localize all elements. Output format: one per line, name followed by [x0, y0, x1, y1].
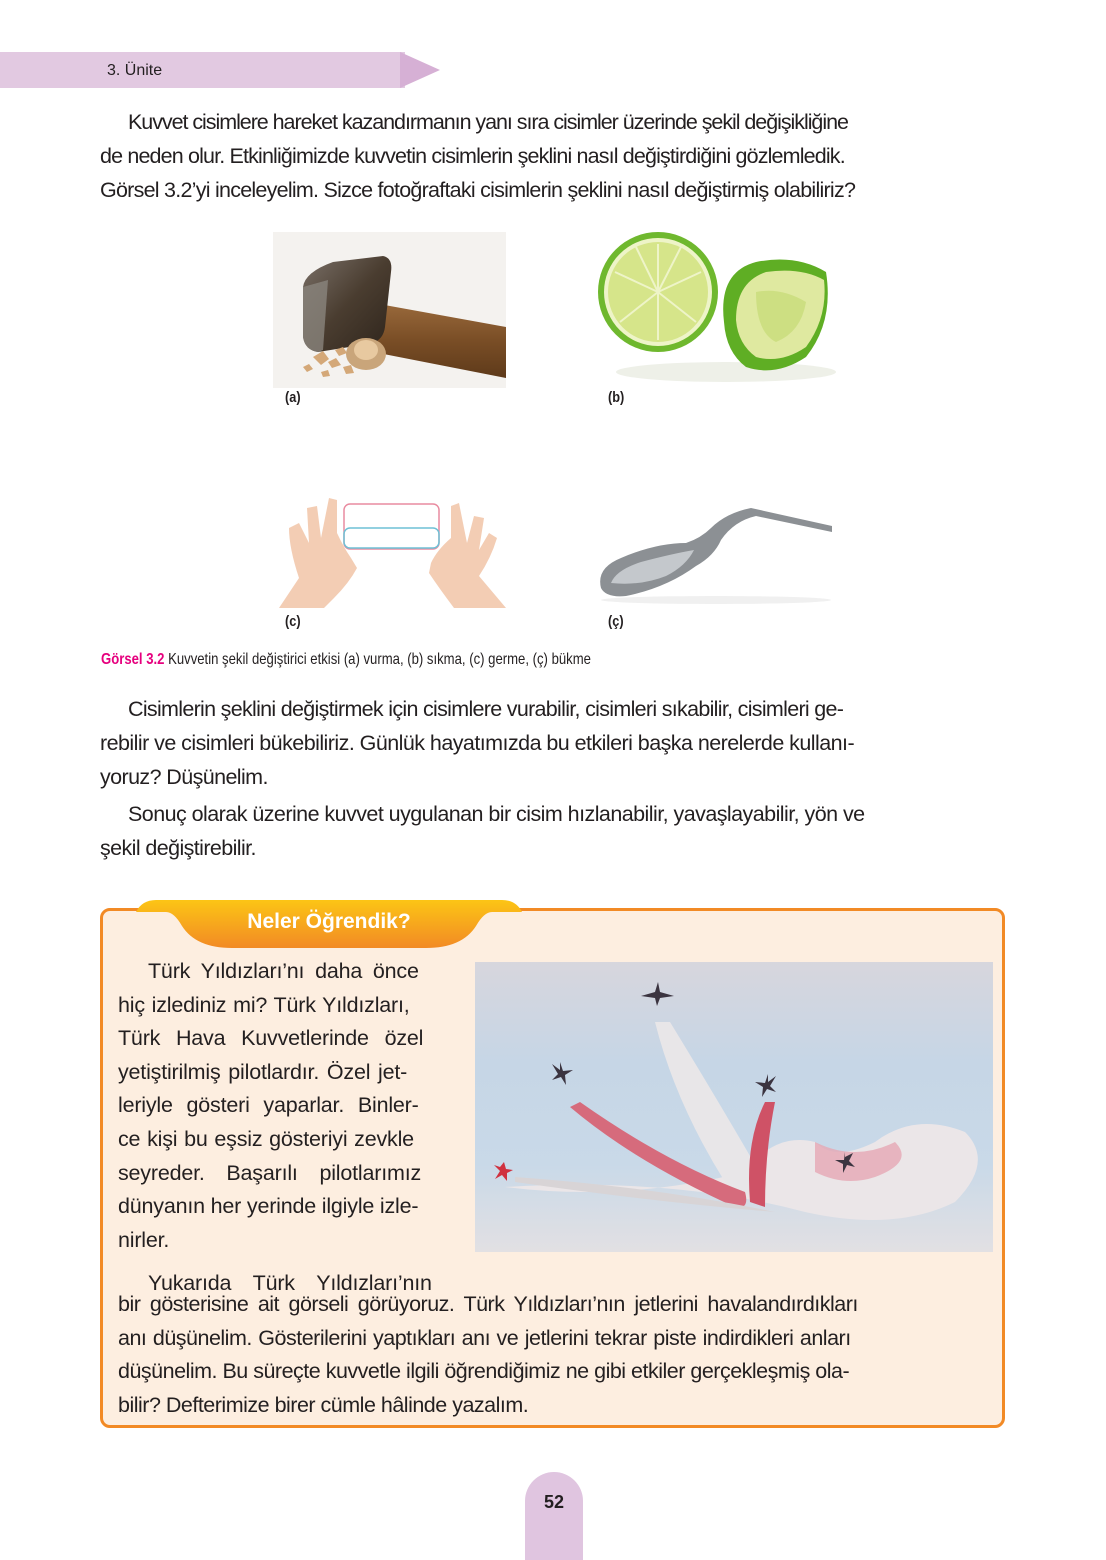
hands-rubber-band-icon [279, 488, 506, 608]
body2-line-1: Sonuç olarak üzerine kuvvet uygulanan bir cisim hızlanabilir, yavaşlayabilir, yön ve [128, 802, 865, 826]
hammer-icon [273, 232, 506, 388]
box-full-line-2: anı düşünelim. Gösterilerini yaptıkları anı ve jetlerini tekrar piste indirdikleri anları [118, 1325, 851, 1350]
figure-b-lime-image [596, 232, 836, 392]
body1-line-2: rebilir ve cisimleri bükebiliriz. Günlük hayatımızda bu etkileri başka nerelerde kullanı- [100, 731, 855, 755]
body-paragraph-2 [100, 797, 1006, 865]
figure-a-label: (a) [285, 389, 301, 406]
figure-b-label: (b) [608, 389, 625, 406]
figure-cc-spoon-image [596, 488, 832, 608]
box-line-7: seyreder. Başarılı pilotlarımız [118, 1160, 422, 1185]
learned-box-title: Neler Öğrendik? [247, 910, 411, 933]
learned-box-tab [136, 898, 522, 950]
page-number: 52 [543, 1492, 565, 1512]
turkish-stars-image [475, 962, 993, 1252]
box-line-1: Türk Yıldızları’nı daha önce [148, 959, 419, 983]
body-paragraph-1 [100, 692, 1006, 794]
unit-banner-arrow [400, 52, 440, 88]
box-line-2: hiç izlediniz mi? Türk Yıldızları, [118, 992, 410, 1017]
intro-line-1: Kuvvet cisimlere hareket kazandırmanın yanı sıra cisimler üzerinde şekil değişikliğine [128, 110, 848, 134]
figure-c-rubber-band-image [279, 488, 506, 608]
intro-paragraph [100, 105, 1006, 207]
box-full-line-4: bilir? Defterimize birer cümle hâlinde yazalım. [118, 1392, 529, 1417]
figure-a-hammer-image [273, 232, 506, 388]
box-full-line-1: bir gösterisine ait görseli görüyoruz. Türk Yıldızları’nın jetlerini havalandırdıkları [118, 1292, 858, 1316]
box-line-9: nirler. [118, 1227, 170, 1252]
intro-line-3: Görsel 3.2’yi inceleyelim. Sizce fotoğraftaki cisimlerin şeklini nasıl değiştirmiş olabiliriz? [100, 178, 856, 202]
unit-banner-bar [0, 52, 405, 88]
lime-icon [596, 232, 836, 392]
intro-line-2: de neden olur. Etkinliğimizde kuvvetin cisimlerin şeklini nasıl değiştirdiğini gözlemledik. [100, 144, 845, 168]
figure-cc-label: (ç) [608, 613, 624, 630]
box-line-5: leriyle gösteri yaparlar. Binler- [118, 1093, 419, 1118]
spoon-icon [596, 488, 832, 608]
figure-caption [101, 651, 591, 669]
body2-line-2: şekil değiştirebilir. [100, 836, 256, 860]
box-line-6: ce kişi bu eşsiz gösteriyi zevkle [118, 1126, 414, 1151]
caption-text: Kuvvetin şekil değiştirici etkisi (a) vurma, (b) sıkma, (c) germe, (ç) bükme [164, 651, 591, 668]
box-line-3: Türk Hava Kuvvetlerinde özel [118, 1026, 424, 1051]
figure-c-label: (c) [285, 613, 301, 630]
box-line-4: yetiştirilmiş pilotlardır. Özel jet- [118, 1059, 408, 1084]
box-line-10: Yukarıda Türk Yıldızları’nın [148, 1271, 432, 1296]
box-line-8: dünyanın her yerinde ilgiyle izle- [118, 1194, 419, 1219]
unit-label: 3. Ünite [107, 62, 163, 79]
learned-box-full-text [118, 1288, 988, 1422]
page-number-tab [525, 1472, 583, 1560]
caption-number: Görsel 3.2 [101, 651, 165, 668]
body1-line-1: Cisimlerin şeklini değiştirmek için cisimlere vurabilir, cisimleri sıkabilir, cisimleri ge- [128, 697, 844, 721]
body1-line-3: yoruz? Düşünelim. [100, 765, 268, 789]
aerobatic-jets-icon [475, 962, 993, 1252]
learned-box-left-text [118, 955, 464, 1301]
box-full-line-3: düşünelim. Bu süreçte kuvvetle ilgili öğrendiğimiz ne gibi etkiler gerçekleşmiş ola- [118, 1359, 850, 1384]
unit-banner [0, 52, 440, 88]
